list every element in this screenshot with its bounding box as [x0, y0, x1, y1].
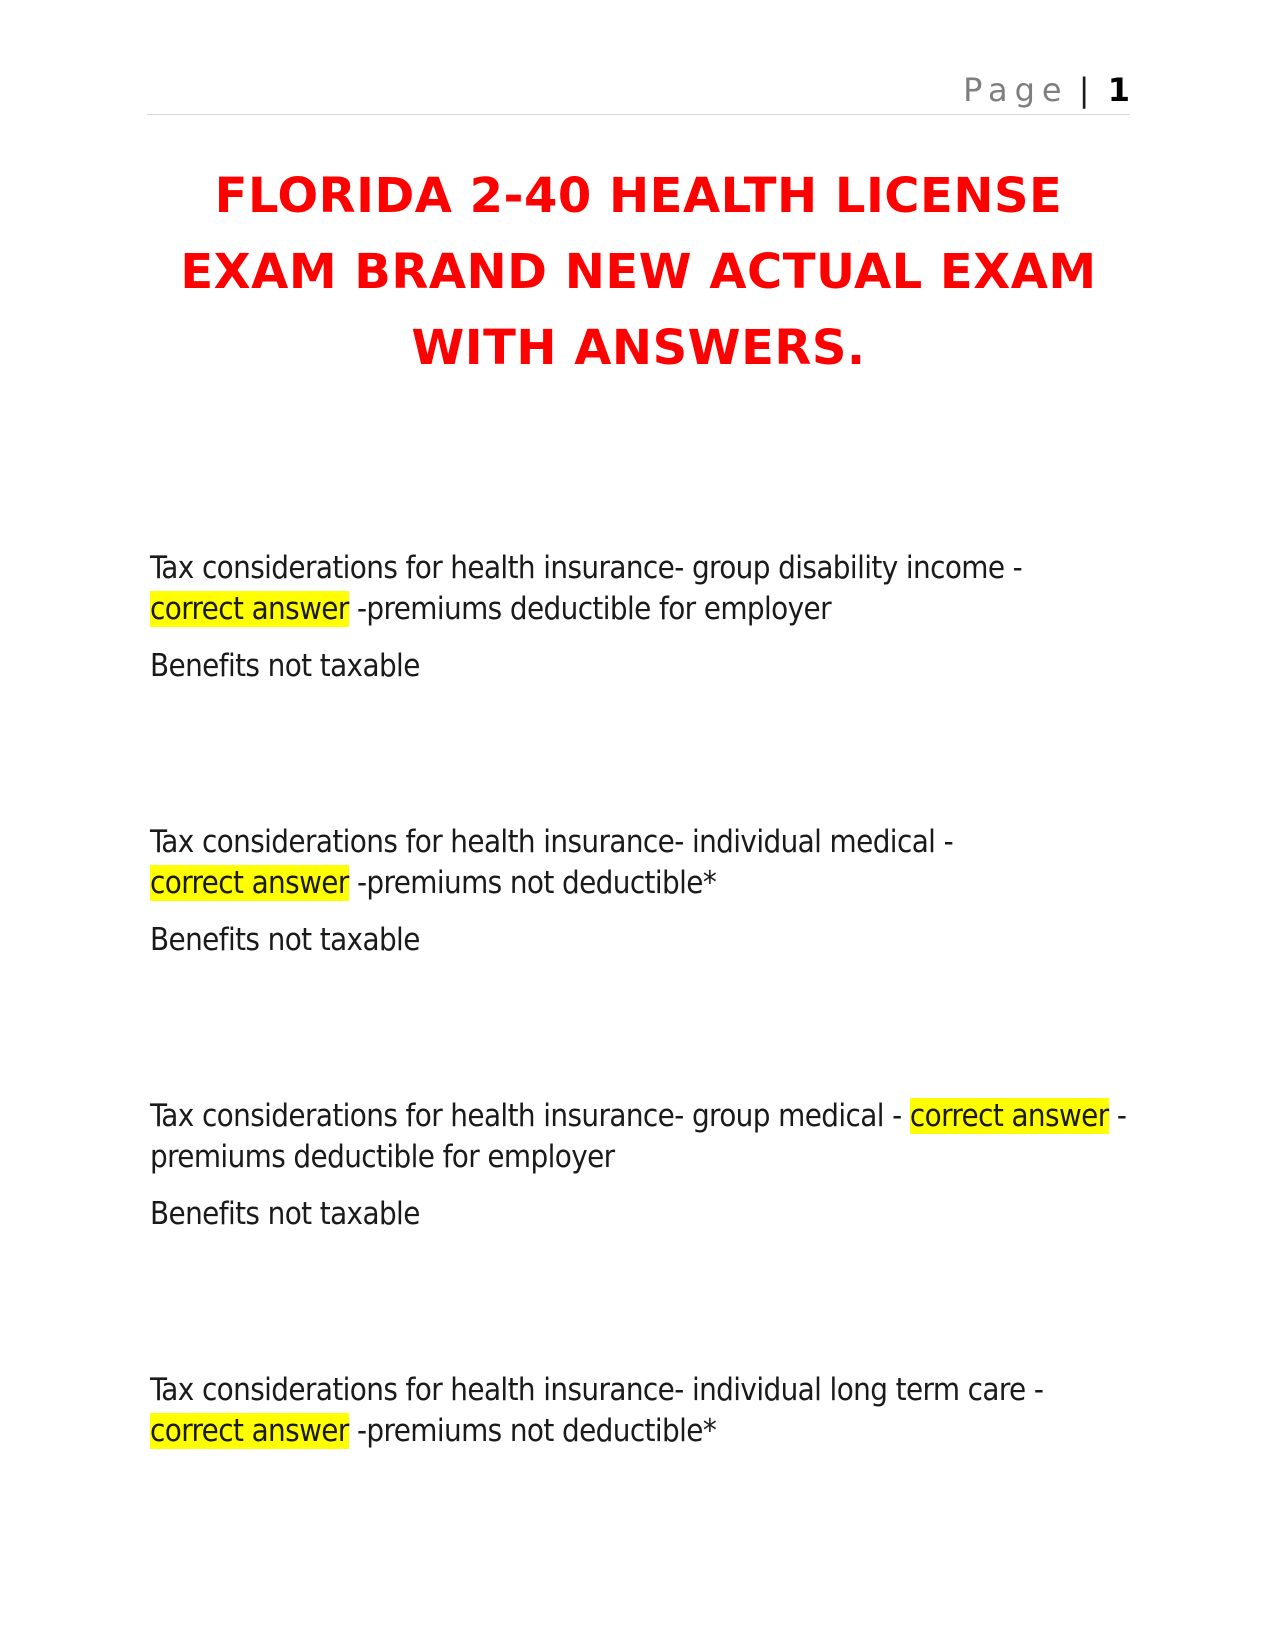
answer-highlight: correct answer — [150, 1413, 349, 1449]
answer-highlight: correct answer — [909, 1098, 1109, 1134]
qa-text — [150, 822, 1130, 904]
page-number-label — [963, 71, 1130, 109]
page-word: Page — [963, 71, 1069, 109]
answer-text: -premiums deductible for employer — [348, 591, 831, 627]
qa-text — [150, 548, 1130, 630]
answer-extra: Benefits not taxable — [150, 1196, 420, 1232]
answer-highlight: correct answer — [150, 591, 349, 627]
page-header — [147, 72, 1130, 115]
question-text: Tax considerations for health insurance- group disability income - — [150, 550, 1023, 586]
answer-highlight: correct answer — [150, 865, 349, 901]
qa-item — [150, 1370, 1130, 1452]
page-number: 1 — [1107, 71, 1130, 109]
answer-text: -premiums not deductible* — [348, 865, 717, 901]
qa-text — [150, 1370, 1130, 1452]
qa-item — [150, 548, 1130, 687]
page-separator: | — [1078, 71, 1090, 109]
answer-text: -premiums not deductible* — [348, 1413, 717, 1449]
answer-text: -premiums deductible for employer — [150, 1098, 1127, 1175]
answer-extra: Benefits not taxable — [150, 922, 420, 958]
qa-text — [150, 1096, 1130, 1178]
answer-extra: Benefits not taxable — [150, 648, 420, 684]
document-title: FLORIDA 2-40 HEALTH LICENSE EXAM BRAND NEW ACTUAL EXAM WITH ANSWERS. — [180, 168, 1097, 376]
qa-item — [150, 1096, 1130, 1235]
question-text: Tax considerations for health insurance- individual long term care - — [150, 1372, 1044, 1408]
question-text: Tax considerations for health insurance- individual medical - — [150, 824, 954, 860]
question-text: Tax considerations for health insurance- group medical - — [150, 1098, 910, 1134]
qa-item — [150, 822, 1130, 961]
